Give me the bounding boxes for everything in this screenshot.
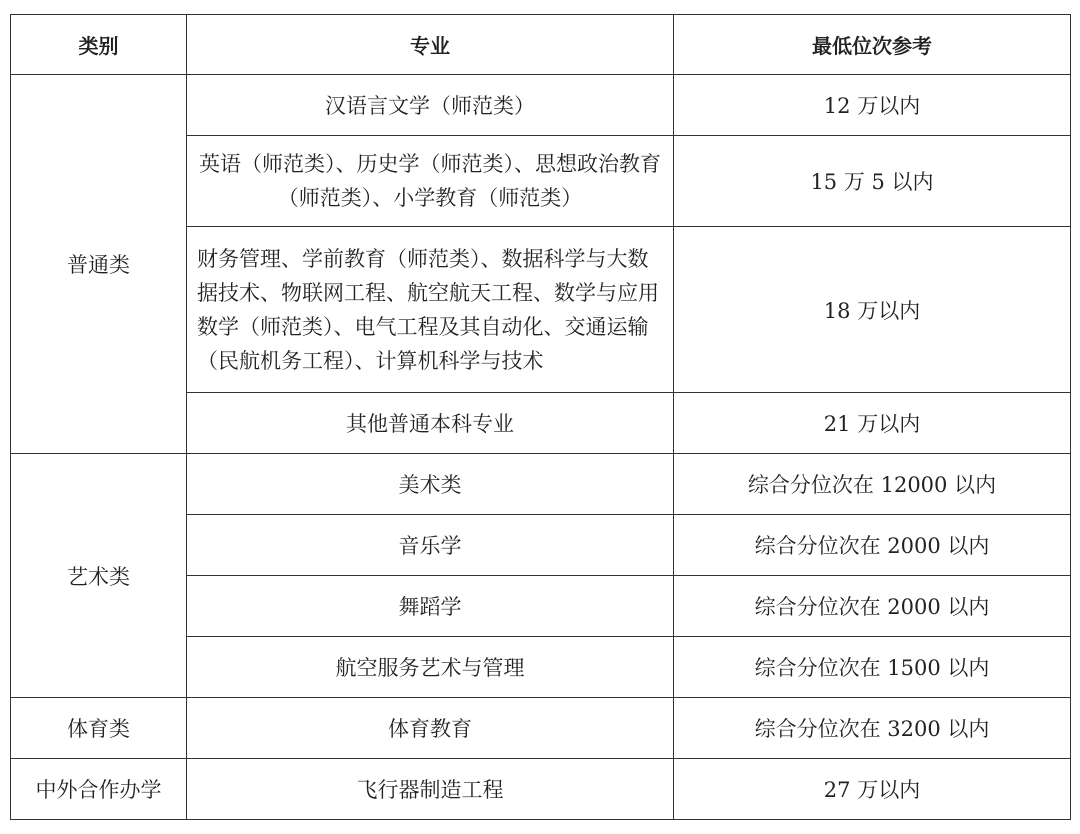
category-cell-normal: 普通类 [11,75,187,454]
major-cell: 汉语言文学（师范类） [187,75,674,136]
category-cell-art: 艺术类 [11,454,187,698]
rank-cell: 18 万以内 [674,227,1071,393]
major-cell: 财务管理、学前教育（师范类）、数据科学与大数据技术、物联网工程、航空航天工程、数学与应用数学（师范类）、电气工程及其自动化、交通运输（民航机务工程）、计算机科学与技术 [187,227,674,393]
table-row [11,454,1071,515]
header-major: 专业 [187,15,674,75]
admission-table-container [10,14,1071,820]
major-cell: 美术类 [187,454,674,515]
major-cell: 其他普通本科专业 [187,393,674,454]
rank-cell: 27 万以内 [674,759,1071,820]
rank-cell: 综合分位次在 2000 以内 [674,576,1071,637]
rank-cell: 综合分位次在 2000 以内 [674,515,1071,576]
rank-cell: 21 万以内 [674,393,1071,454]
rank-cell: 综合分位次在 12000 以内 [674,454,1071,515]
table-row [11,698,1071,759]
admission-rank-table [10,14,1071,820]
table-row [11,75,1071,136]
major-cell: 音乐学 [187,515,674,576]
table-header-row [11,15,1071,75]
major-cell: 飞行器制造工程 [187,759,674,820]
header-rank: 最低位次参考 [674,15,1071,75]
rank-cell: 综合分位次在 3200 以内 [674,698,1071,759]
major-cell: 英语（师范类）、历史学（师范类）、思想政治教育（师范类）、小学教育（师范类） [187,136,674,227]
table-row [11,759,1071,820]
major-cell: 航空服务艺术与管理 [187,637,674,698]
major-cell: 舞蹈学 [187,576,674,637]
category-cell-sports: 体育类 [11,698,187,759]
major-cell: 体育教育 [187,698,674,759]
rank-cell: 12 万以内 [674,75,1071,136]
category-cell-coop: 中外合作办学 [11,759,187,820]
rank-cell: 15 万 5 以内 [674,136,1071,227]
header-category: 类别 [11,15,187,75]
rank-cell: 综合分位次在 1500 以内 [674,637,1071,698]
